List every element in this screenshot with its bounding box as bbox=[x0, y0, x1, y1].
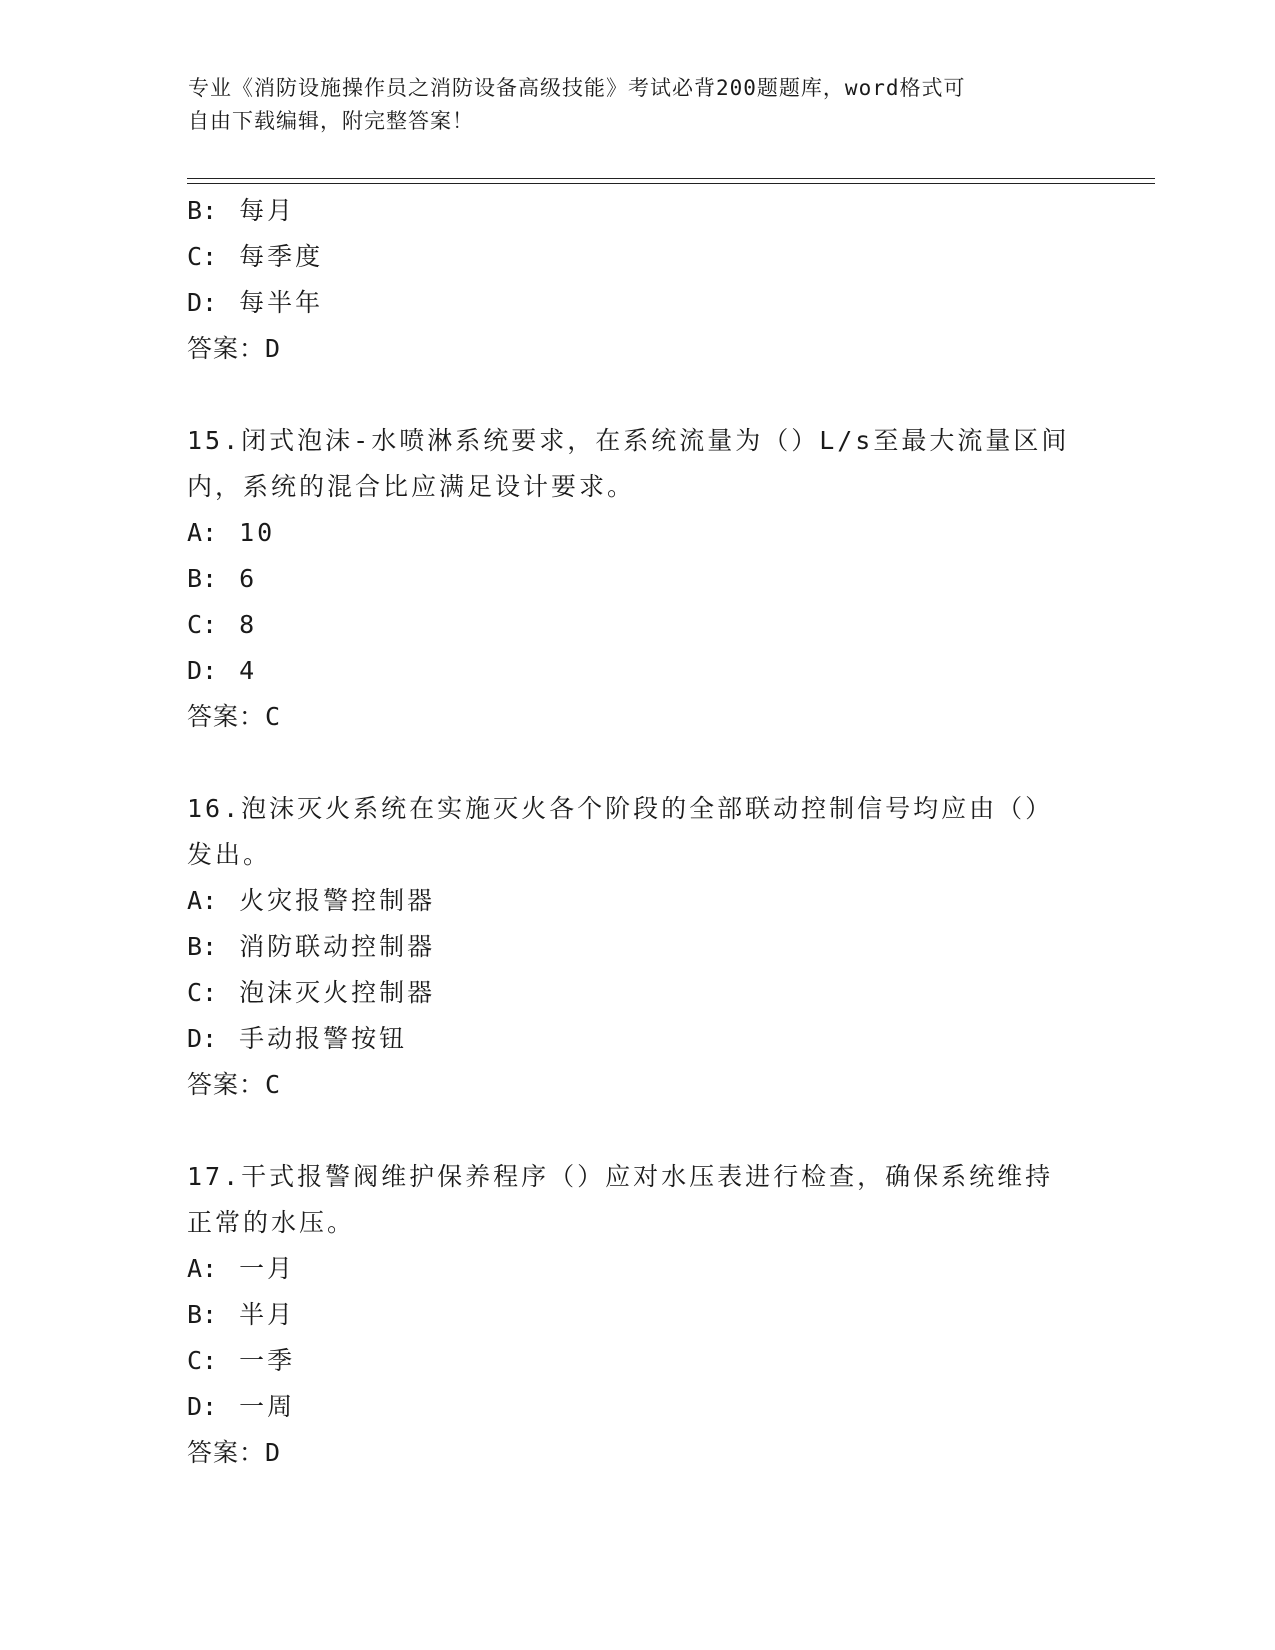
question-list bbox=[187, 188, 1087, 1476]
option-a bbox=[187, 1246, 1087, 1292]
option-text: 每季度 bbox=[239, 242, 324, 271]
option-d bbox=[187, 648, 1087, 694]
option-letter: B: bbox=[187, 196, 218, 225]
document-header bbox=[188, 72, 1068, 138]
question-stem-line-1: 15.闭式泡沫-水喷淋系统要求，在系统流量为（）L/s至最大流量区间 bbox=[187, 426, 1070, 455]
option-letter: A: bbox=[187, 1254, 218, 1283]
answer-line: 答案：D bbox=[187, 334, 282, 363]
previous-question-continuation bbox=[187, 188, 1087, 372]
option-letter: B: bbox=[187, 1300, 218, 1329]
option-text: 4 bbox=[239, 656, 258, 685]
answer-line: 答案：D bbox=[187, 1438, 282, 1467]
option-b bbox=[187, 924, 1087, 970]
answer-line: 答案：C bbox=[187, 702, 282, 731]
header-divider-top bbox=[187, 178, 1155, 179]
question-stem-line-2: 发出。 bbox=[187, 840, 272, 869]
option-c bbox=[187, 1338, 1087, 1384]
option-d bbox=[187, 1016, 1087, 1062]
question-stem-line-2: 内，系统的混合比应满足设计要求。 bbox=[187, 472, 636, 501]
option-d bbox=[187, 1384, 1087, 1430]
option-a bbox=[187, 510, 1087, 556]
option-text: 10 bbox=[239, 518, 276, 547]
header-divider-bottom bbox=[187, 183, 1155, 184]
option-letter: B: bbox=[187, 932, 218, 961]
option-c bbox=[187, 970, 1087, 1016]
answer-line: 答案：C bbox=[187, 1070, 282, 1099]
option-text: 一月 bbox=[239, 1254, 296, 1283]
option-letter: A: bbox=[187, 518, 218, 547]
header-line-2: 自由下载编辑，附完整答案！ bbox=[188, 109, 474, 133]
option-text: 一周 bbox=[239, 1392, 296, 1421]
option-text: 8 bbox=[239, 610, 258, 639]
option-d bbox=[187, 280, 1087, 326]
option-letter: D: bbox=[187, 288, 218, 317]
option-c bbox=[187, 234, 1087, 280]
option-a bbox=[187, 878, 1087, 924]
question-16 bbox=[187, 786, 1087, 1108]
option-text: 一季 bbox=[239, 1346, 296, 1375]
option-b bbox=[187, 556, 1087, 602]
header-line-1: 专业《消防设施操作员之消防设备高级技能》考试必背200题题库，word格式可 bbox=[188, 76, 966, 100]
option-text: 泡沫灭火控制器 bbox=[239, 978, 436, 1007]
option-text: 消防联动控制器 bbox=[239, 932, 436, 961]
option-c bbox=[187, 602, 1087, 648]
question-stem-line-2: 正常的水压。 bbox=[187, 1208, 356, 1237]
option-letter: A: bbox=[187, 886, 218, 915]
question-15 bbox=[187, 418, 1087, 740]
option-text: 手动报警按钮 bbox=[239, 1024, 408, 1053]
option-letter: C: bbox=[187, 978, 218, 1007]
option-b bbox=[187, 188, 1087, 234]
option-text: 火灾报警控制器 bbox=[239, 886, 436, 915]
option-letter: C: bbox=[187, 1346, 218, 1375]
option-text: 每月 bbox=[239, 196, 296, 225]
option-letter: D: bbox=[187, 1392, 218, 1421]
option-b bbox=[187, 1292, 1087, 1338]
question-17 bbox=[187, 1154, 1087, 1476]
option-letter: C: bbox=[187, 242, 218, 271]
option-letter: D: bbox=[187, 1024, 218, 1053]
option-text: 半月 bbox=[239, 1300, 296, 1329]
option-letter: D: bbox=[187, 656, 218, 685]
question-stem-line-1: 17.干式报警阀维护保养程序（）应对水压表进行检查，确保系统维持 bbox=[187, 1162, 1054, 1191]
option-text: 6 bbox=[239, 564, 258, 593]
option-text: 每半年 bbox=[239, 288, 324, 317]
option-letter: B: bbox=[187, 564, 218, 593]
question-stem-line-1: 16.泡沫灭火系统在实施灭火各个阶段的全部联动控制信号均应由（） bbox=[187, 794, 1054, 823]
option-letter: C: bbox=[187, 610, 218, 639]
